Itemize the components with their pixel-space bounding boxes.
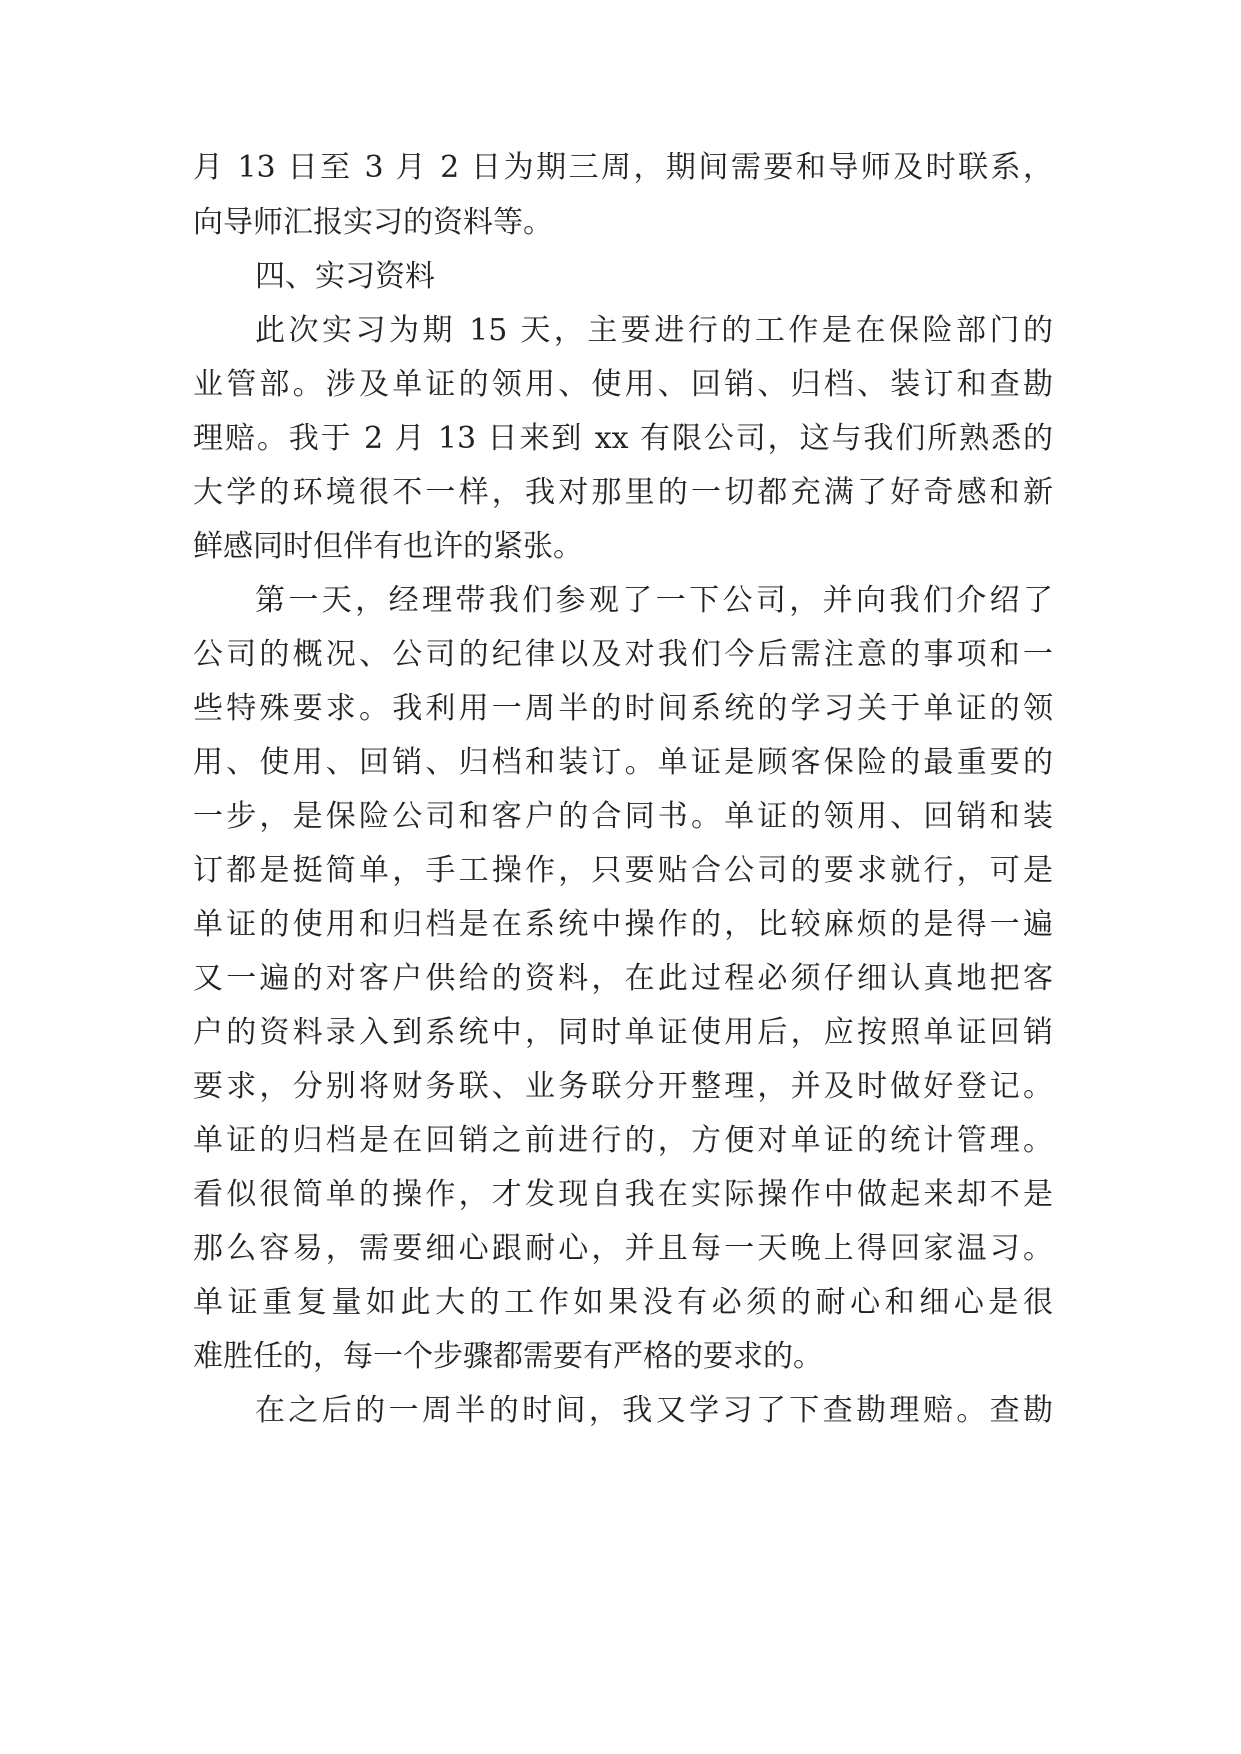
text-line: 理赔。我于 2 月 13 日来到 xx 有限公司，这与我们所熟悉的 [193, 421, 1053, 456]
text-line: 一步，是保险公司和客户的合同书。单证的领用、回销和装 [193, 799, 1053, 834]
text-line: 要求，分别将财务联、业务联分开整理，并及时做好登记。 [193, 1069, 1053, 1104]
text-line: 订都是挺简单，手工操作，只要贴合公司的要求就行，可是 [193, 853, 1053, 888]
text-line: 又一遍的对客户供给的资料，在此过程必须仔细认真地把客 [193, 961, 1053, 996]
text-line: 鲜感同时但伴有也许的紧张。 [193, 529, 583, 564]
text-line: 户的资料录入到系统中，同时单证使用后，应按照单证回销 [193, 1015, 1053, 1050]
text-line: 那么容易，需要细心跟耐心，并且每一天晚上得回家温习。 [193, 1231, 1053, 1266]
paragraph-first-line: 在之后的一周半的时间，我又学习了下查勘理赔。查勘 [255, 1393, 1053, 1428]
text-line: 单证的使用和归档是在系统中操作的，比较麻烦的是得一遍 [193, 907, 1053, 942]
text-line: 看似很简单的操作，才发现自我在实际操作中做起来却不是 [193, 1177, 1053, 1212]
text-line: 业管部。涉及单证的领用、使用、回销、归档、装订和查勘 [193, 367, 1053, 402]
text-line: 些特殊要求。我利用一周半的时间系统的学习关于单证的领 [193, 691, 1053, 726]
paragraph-first-line: 第一天，经理带我们参观了一下公司，并向我们介绍了 [255, 583, 1053, 618]
text-line: 向导师汇报实习的资料等。 [193, 205, 553, 240]
text-line: 单证的归档是在回销之前进行的，方便对单证的统计管理。 [193, 1123, 1053, 1158]
text-line: 用、使用、回销、归档和装订。单证是顾客保险的最重要的 [193, 745, 1053, 780]
text-line: 月 13 日至 3 月 2 日为期三周，期间需要和导师及时联系， [193, 150, 1053, 185]
section-heading: 四、实习资料 [255, 259, 435, 294]
text-line: 大学的环境很不一样，我对那里的一切都充满了好奇感和新 [193, 475, 1053, 510]
text-line: 单证重复量如此大的工作如果没有必须的耐心和细心是很 [193, 1285, 1053, 1320]
text-line: 难胜任的，每一个步骤都需要有严格的要求的。 [193, 1339, 823, 1374]
paragraph-first-line: 此次实习为期 15 天，主要进行的工作是在保险部门的 [255, 313, 1053, 348]
text-line: 公司的概况、公司的纪律以及对我们今后需注意的事项和一 [193, 637, 1053, 672]
